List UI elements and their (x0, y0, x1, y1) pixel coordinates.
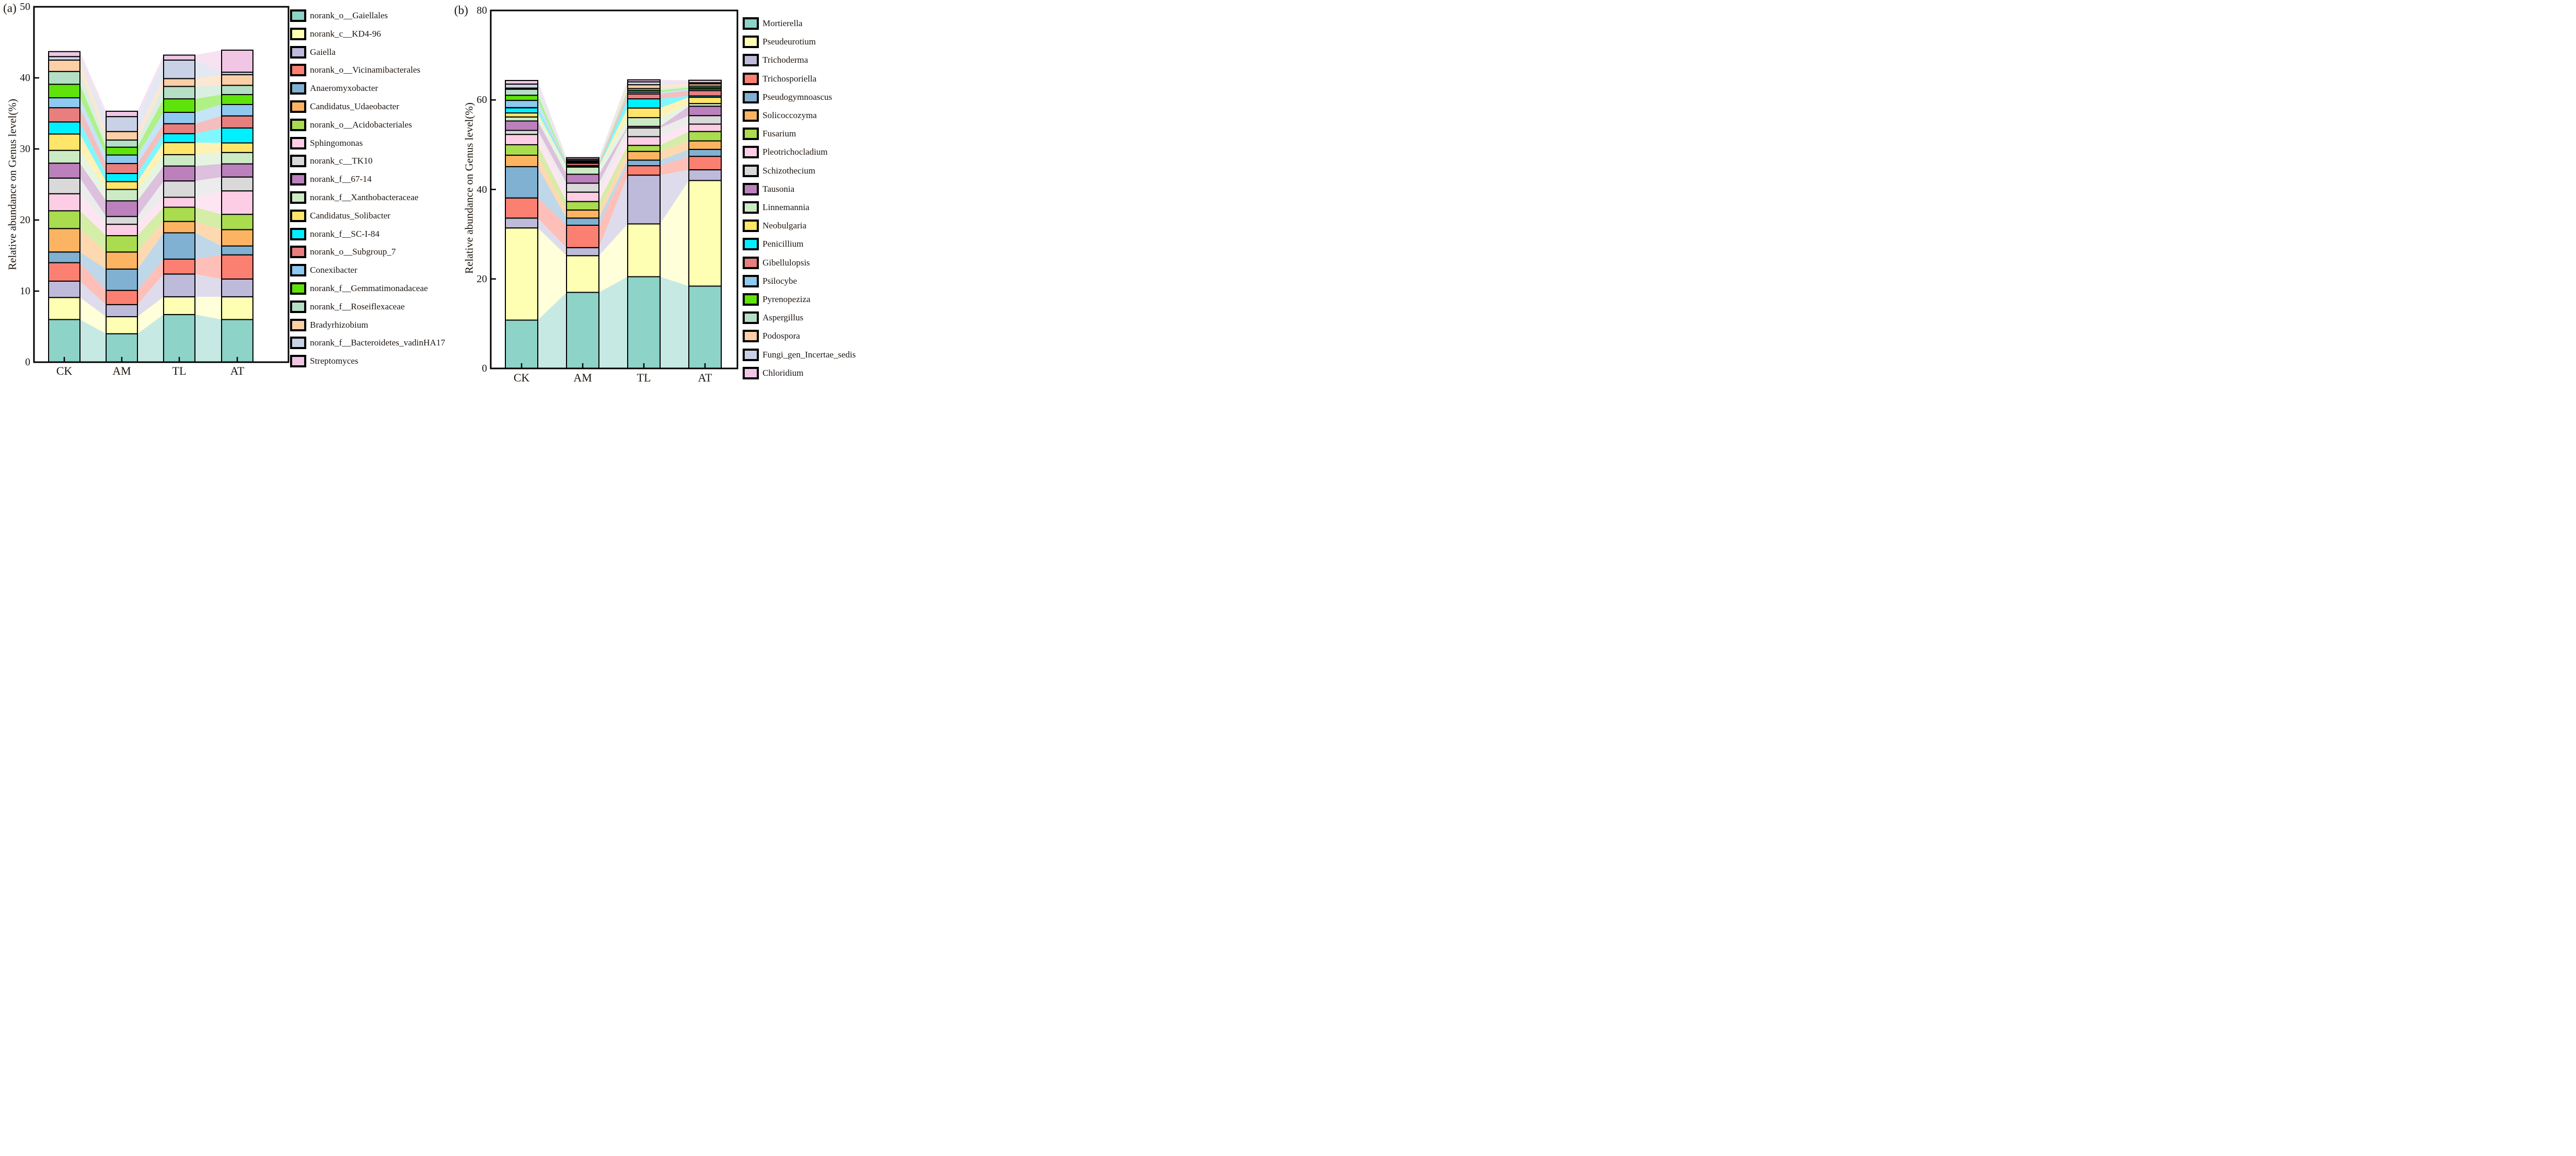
ribbon (599, 276, 628, 368)
legend-label: Psilocybe (763, 275, 798, 286)
legend-label: Trichosporiella (763, 73, 817, 84)
bar-segment (164, 222, 195, 233)
legend-label: Pseudeurotium (763, 37, 816, 47)
bar-segment (164, 78, 195, 86)
bar-segment (628, 85, 660, 88)
x-category-label: AM (112, 364, 131, 377)
bar-segment (567, 210, 599, 218)
bar-segment (567, 248, 599, 256)
legend-swatch (743, 91, 759, 103)
y-tick-label: 30 (20, 143, 30, 155)
legend-swatch (743, 238, 759, 250)
legend-label: Candidatus_Solibacter (310, 210, 390, 221)
legend-item (290, 191, 419, 204)
legend-swatch (290, 282, 306, 295)
legend-swatch (743, 257, 759, 269)
bar-segment (567, 292, 599, 368)
y-axis-title-b: Relative abundance on Genus level(%) (463, 102, 476, 274)
bar-segment (106, 305, 137, 317)
y-tick-label: 20 (477, 273, 487, 285)
bar-segment (505, 198, 538, 218)
bar-segment (628, 136, 660, 145)
bar-segment (505, 218, 538, 228)
y-tick-label: 40 (477, 183, 487, 195)
bar-segment (505, 84, 538, 88)
x-category-label: AT (698, 371, 712, 384)
bar-segment (567, 174, 599, 183)
legend-item (290, 300, 405, 313)
bar-segment (222, 214, 253, 229)
legend-item (290, 46, 336, 59)
legend-item (290, 228, 379, 240)
legend-item (743, 367, 803, 379)
bar-segment (505, 167, 538, 198)
bar-segment (49, 252, 80, 262)
legend-swatch (743, 219, 759, 232)
bar-segment (49, 319, 80, 362)
bar-segment (222, 297, 253, 320)
legend-item (290, 337, 445, 349)
bar-segment (49, 60, 80, 72)
legend-swatch (290, 100, 306, 113)
bar-segment (628, 160, 660, 166)
legend-swatch (743, 36, 759, 48)
x-category-label: CK (56, 364, 73, 377)
bar-segment (222, 85, 253, 95)
ribbon (660, 276, 689, 368)
legend-item (290, 173, 372, 186)
legend-item (290, 64, 420, 76)
legend-label: Aspergillus (763, 313, 804, 323)
bar-segment (49, 98, 80, 108)
legend-label: norank_f__67-14 (310, 174, 372, 184)
bar-segment (222, 116, 253, 128)
legend-swatch (743, 183, 759, 195)
legend-swatch (743, 109, 759, 122)
y-tick-label: 40 (20, 72, 30, 84)
legend-item (743, 17, 802, 30)
bar-segment (628, 224, 660, 276)
legend-item (743, 36, 816, 48)
y-tick-label: 20 (20, 214, 30, 226)
bar-segment (49, 281, 80, 297)
bar-segment (628, 118, 660, 126)
legend-swatch (290, 155, 306, 167)
legend-item (290, 246, 396, 258)
legend-label: Pleotrichocladium (763, 147, 828, 157)
legend-label: norank_o__Vicinamibacterales (310, 65, 421, 75)
bar-segment (505, 134, 538, 145)
legend-swatch (743, 367, 759, 379)
legend-label: Schizothecium (763, 165, 816, 176)
bar-segment (628, 128, 660, 137)
bar-segment (689, 124, 721, 131)
legend-swatch (743, 17, 759, 30)
bar-segment (222, 153, 253, 164)
bar-segment (628, 99, 660, 108)
legend-swatch (290, 119, 306, 131)
legend-swatch (290, 191, 306, 204)
legend-item (743, 349, 856, 361)
legend-swatch (290, 246, 306, 258)
bar-segment (628, 276, 660, 368)
bar-segment (505, 145, 538, 155)
bar-segment (164, 233, 195, 259)
ribbon (195, 315, 222, 362)
y-tick-label: 0 (482, 363, 487, 374)
legend-label: Linnemannia (763, 202, 810, 212)
bar-segment (689, 286, 721, 368)
legend-label: norank_o__Subgroup_7 (310, 247, 396, 257)
bar-segment (164, 315, 195, 362)
bar-segment (49, 163, 80, 178)
bar-segment (689, 106, 721, 115)
legend-swatch (743, 293, 759, 306)
bar-segment (164, 197, 195, 207)
bar-segment (164, 181, 195, 197)
legend-label: Candidatus_Udaeobacter (310, 101, 399, 111)
legend-item (743, 183, 794, 195)
ribbon (195, 153, 222, 166)
bar-segment (222, 164, 253, 177)
bar-segment (106, 155, 137, 164)
legend-swatch (290, 46, 306, 59)
bar-segment (164, 60, 195, 78)
bar-segment (689, 156, 721, 170)
bar-segment (222, 279, 253, 297)
bar-segment (222, 191, 253, 214)
bar-segment (689, 180, 721, 286)
bar-segment (628, 108, 660, 118)
legend-swatch (743, 146, 759, 158)
y-tick-label: 60 (477, 94, 487, 106)
bar-segment (164, 259, 195, 274)
x-category-label: TL (637, 371, 651, 384)
bar-segment (106, 190, 137, 201)
legend-label: Penicillium (763, 239, 804, 249)
bar-segment (49, 228, 80, 252)
ribbons-(a) (80, 50, 222, 362)
legend-swatch (743, 275, 759, 287)
bar-segment (49, 108, 80, 122)
legend-item (290, 155, 373, 167)
legend-item (290, 100, 399, 113)
bar-segment (222, 255, 253, 279)
legend-label: norank_c__TK10 (310, 156, 373, 166)
bar-segment (689, 141, 721, 149)
bar-segment (106, 269, 137, 291)
bar-segment (222, 95, 253, 105)
legend-swatch (290, 64, 306, 76)
bar-segment (49, 263, 80, 281)
legend-label: Tausonia (763, 183, 795, 194)
bar-segment (106, 132, 137, 140)
bar-segment (689, 90, 721, 96)
bar-segment (505, 89, 538, 96)
legend-label: norank_c__KD4-96 (310, 28, 381, 39)
bar-segment (49, 194, 80, 211)
legend-swatch (290, 210, 306, 222)
bar-segment (505, 100, 538, 108)
legend-swatch (290, 300, 306, 313)
bar-segment (505, 108, 538, 113)
bar-segment (222, 319, 253, 362)
legend-item (743, 219, 806, 232)
bar-segment (106, 291, 137, 305)
legend-swatch (290, 355, 306, 367)
legend-item (290, 137, 363, 149)
bar-segment (106, 147, 137, 155)
bar-segment (106, 252, 137, 269)
y-tick-label: 0 (25, 356, 30, 368)
bar-segment (164, 55, 195, 60)
bar-segment (567, 256, 599, 292)
microbiome-stacked-bar-figure (0, 0, 859, 386)
legend-label: Fusarium (763, 129, 796, 139)
legend-item (743, 275, 797, 287)
bar-segment (164, 274, 195, 297)
bar-segment (106, 111, 137, 117)
bar-segment (106, 317, 137, 334)
legend-label: Solicoccozyma (763, 110, 817, 120)
x-category-label: AT (230, 364, 245, 377)
legend-swatch (290, 319, 306, 331)
bar-segment (164, 134, 195, 143)
legend-swatch (743, 128, 759, 140)
bar-segment (567, 183, 599, 192)
legend-swatch (290, 9, 306, 22)
legend-item (290, 28, 381, 40)
bar-segment (49, 211, 80, 228)
legend-item (743, 257, 810, 269)
bar-segment (106, 201, 137, 216)
legend-swatch (743, 165, 759, 177)
bar-segment (689, 115, 721, 124)
bar-segment (505, 117, 538, 121)
legend-item (290, 355, 359, 367)
bar-segment (222, 229, 253, 246)
legend-label: norank_o__Gaiellales (310, 10, 388, 20)
bar-segment (164, 112, 195, 124)
y-tick-label: 10 (20, 285, 30, 297)
legend-item (743, 330, 800, 342)
legend-label: Mortierella (763, 18, 803, 28)
bar-segment (689, 97, 721, 103)
bar-segment (222, 143, 253, 152)
bar-segment (49, 151, 80, 163)
legend-swatch (743, 54, 759, 66)
legend-label: Chloridium (763, 367, 804, 378)
legend-item (743, 238, 803, 250)
x-category-label: CK (513, 371, 530, 384)
legend-label: Fungi_gen_Incertae_sedis (763, 349, 856, 360)
bar-segment (628, 175, 660, 224)
bar-segment (628, 145, 660, 152)
legend-item (743, 311, 803, 324)
legend-label: norank_f__Gemmatimonadaceae (310, 283, 428, 293)
legend-swatch (743, 349, 759, 361)
legend-item (743, 146, 828, 158)
legend-swatch (290, 264, 306, 276)
bar-segment (222, 75, 253, 85)
legend-swatch (290, 28, 306, 40)
bar-segment (164, 86, 195, 99)
legend-swatch (290, 337, 306, 349)
legend-swatch (290, 82, 306, 95)
legend-swatch (290, 137, 306, 149)
bar-segment (106, 224, 137, 236)
legend-item (743, 54, 808, 66)
legend-label: Podospora (763, 331, 800, 341)
bar-segment (628, 94, 660, 99)
bar-segment (106, 216, 137, 224)
legend-swatch (743, 330, 759, 342)
legend-item (290, 119, 412, 131)
bar-segment (49, 297, 80, 319)
legend-label: Trichoderma (763, 55, 808, 65)
bar-segment (164, 155, 195, 166)
legend-item (743, 128, 796, 140)
bar-segment (106, 236, 137, 252)
legend-item (290, 319, 368, 331)
legend-item (743, 73, 816, 85)
bar-segment (222, 128, 253, 143)
legend-swatch (743, 73, 759, 85)
bar-segment (505, 155, 538, 167)
legend-label: norank_f__Roseiflexaceae (310, 301, 405, 311)
bar-segment (106, 140, 137, 147)
legend-label: norank_f__Xanthobacteraceae (310, 192, 419, 202)
bar-segment (505, 113, 538, 117)
bar-segment (49, 56, 80, 60)
legend-item (290, 264, 357, 276)
bar-segment (222, 246, 253, 255)
bar-segment (106, 174, 137, 182)
bar-segment (567, 202, 599, 210)
bar-segment (505, 95, 538, 100)
bar-segment (222, 50, 253, 72)
bar-segment (689, 170, 721, 181)
bar-segment (164, 166, 195, 181)
legend-item (743, 293, 811, 306)
y-axis-title-a: Relative abundance on Genus level(%) (6, 99, 19, 270)
legend-label: Sphingomonas (310, 137, 363, 148)
legend-label: norank_f__SC-I-84 (310, 228, 380, 239)
bar-segment (164, 143, 195, 155)
bar-segment (567, 167, 599, 175)
bar-segment (49, 72, 80, 84)
legend-swatch (743, 311, 759, 324)
legend-item (290, 282, 428, 295)
bar-segment (689, 80, 721, 83)
bar-segment (164, 207, 195, 222)
bar-segment (505, 121, 538, 130)
bar-segment (505, 80, 538, 84)
ribbons-(b) (538, 80, 689, 368)
bar-segment (49, 84, 80, 98)
bar-segment (628, 80, 660, 82)
legend-label: Conexibacter (310, 265, 357, 275)
bar-segment (164, 124, 195, 134)
bar-segment (567, 158, 599, 159)
bar-segment (628, 152, 660, 160)
legend-label: Streptomyces (310, 356, 359, 366)
legend-label: Anaeromyxobacter (310, 83, 378, 94)
bar-segment (689, 132, 721, 141)
bar-segment (164, 99, 195, 112)
alluvial-stacked-bars-canvas (0, 0, 859, 386)
bar-segment (505, 320, 538, 368)
bar-segment (505, 130, 538, 134)
legend-label: Pseudogymnoascus (763, 91, 833, 102)
legend-label: Gaiella (310, 47, 336, 57)
bar-segment (628, 166, 660, 175)
legend-swatch (743, 201, 759, 214)
legend-item (290, 82, 378, 95)
legend-label: norank_o__Acidobacteriales (310, 119, 412, 130)
bar-segment (106, 117, 137, 132)
bar-segment (106, 182, 137, 190)
legend-item (743, 165, 815, 177)
bar-segment (222, 177, 253, 191)
bar-segment (49, 134, 80, 150)
bar-segment (567, 218, 599, 225)
legend-item (743, 109, 817, 122)
bar-segment (689, 149, 721, 156)
legend-label: norank_f__Bacteroidetes_vadinHA17 (310, 338, 445, 348)
bar-segment (49, 178, 80, 194)
bar-segment (106, 164, 137, 174)
bar-segment (222, 105, 253, 116)
bar-segment (505, 228, 538, 320)
legend-item (290, 210, 390, 222)
panel-label-a: (a) (3, 2, 17, 15)
x-category-label: AM (573, 371, 592, 384)
bar-segment (164, 297, 195, 315)
bar-segment (49, 52, 80, 57)
legend-swatch (290, 228, 306, 240)
y-tick-label: 50 (20, 1, 30, 13)
bar-segment (49, 122, 80, 134)
x-category-label: TL (172, 364, 187, 377)
bar-segment (567, 225, 599, 248)
legend-label: Gibellulopsis (763, 257, 810, 268)
y-tick-label: 80 (477, 5, 487, 16)
legend-item (743, 91, 832, 103)
legend-item (743, 201, 810, 214)
legend-swatch (290, 173, 306, 186)
panel-label-b: (b) (454, 4, 468, 17)
legend-item (290, 9, 388, 22)
bar-segment (567, 192, 599, 202)
legend-label: Pyrenopeziza (763, 294, 811, 304)
legend-label: Neobulgaria (763, 221, 807, 231)
legend-label: Bradyrhizobium (310, 319, 368, 330)
